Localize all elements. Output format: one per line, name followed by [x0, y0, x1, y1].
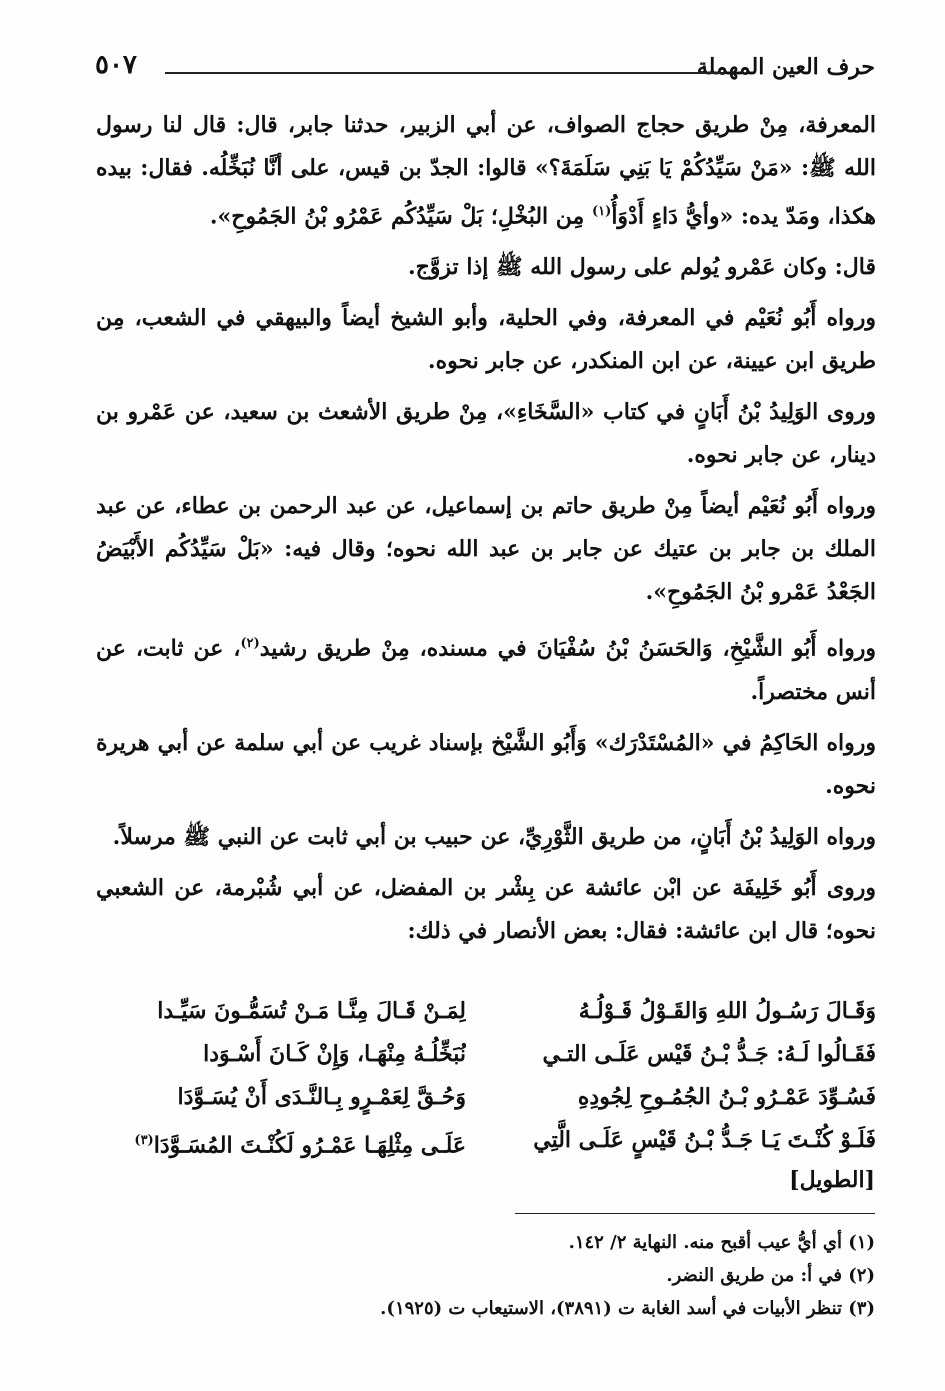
verse-first-hemistich: فَقَـالُوا لَـهُ: جَـدُّ بْـنُ قَيْس عَلَـى التـي — [542, 1041, 876, 1067]
verse-second-hemistich: نُبَخِّلُـهُ مِنْهَـا، وَإِنْ كَـانَ أَسْـوَدا — [203, 1041, 466, 1067]
verse-first-hemistich: وَقَـالَ رَسُـولُ اللهِ وَالقَـوْلُ قَـوْلُـهُ — [578, 998, 876, 1024]
main-text — [96, 104, 876, 961]
footnote-rule — [515, 1213, 875, 1214]
page-number: ٥٠٧ — [95, 50, 137, 80]
paragraph: وروى الوَلِيدُ بْنُ أَبَانٍ في كتاب «السَّخَاءِ»، مِنْ طريق الأشعث بن سعيد، عن عَمْرو بن دينار، عن جابر نحوه. — [96, 399, 876, 469]
paragraph: ورواه الوَلِيدُ بْنُ أَبَانٍ، من طريق الثَّوْرِيِّ، عن حبيب بن أبي ثابت عن النبي ﷺ مرسلاً. — [112, 823, 876, 850]
poem-meter: [الطويل] — [789, 1167, 875, 1193]
page-header — [95, 50, 875, 90]
footnote: (١) أي أيُّ عيب أقبح منه. النهاية ٢/ ١٤٢. — [568, 1232, 875, 1253]
footnote-mark: (٣) — [134, 1133, 154, 1148]
header-rule — [165, 72, 725, 74]
paragraph: ورواه أَبُو نُعَيْم أيضاً مِنْ طريق حاتم بن إسماعيل، عن عبد الرحمن بن عطاء، عن عبد الملك بن جابر بن عتيك عن جابر بن عبد الله نحوه؛ وقال فيه: «بَلْ سَيِّدُكُم الأَبْيَضُ الجَعْدُ عَمْرو بْنُ الجَمُوحِ». — [96, 493, 876, 606]
paragraph: وروى أَبُو خَلِيفَة عن ابْن عائشة عن بِشْر بن المفضل، عن أبي شُبْرمة، عن الشعبي نحوه؛ قال ابن عائشة: فقال: بعض الأنصار في ذلك: — [96, 874, 876, 944]
verse-second-hemistich: لِمَـنْ قَـالَ مِنَّـا مَـنْ تُسَمُّـونَ سَيِّـدا — [157, 998, 466, 1024]
footnote: (٣) تنظر الأبيات في أسد الغابة ت (٣٨٩١)، الاستيعاب ت (١٩٢٥). — [380, 1298, 875, 1319]
poem-verse — [96, 1076, 876, 1119]
verse-second-hemistich: وَحُـقَّ لِعَمْـرٍو بِـالنَّـدَى أَنْ يُسَـوَّدَا — [177, 1084, 466, 1110]
paragraph: ورواه أَبُو نُعَيْم في المعرفة، وفي الحلية، وأبو الشيخ أيضاً والبيهقي في الشعب، مِن طريق ابن عيينة، عن ابن المنكدر، عن جابر نحوه. — [96, 305, 876, 375]
footnote-mark: (٢) — [240, 636, 260, 652]
poem — [96, 990, 876, 1162]
poem-verse — [96, 1119, 876, 1162]
footnotes — [95, 1226, 875, 1325]
paragraph: المعرفة، مِنْ طريق حجاج الصواف، عن أبي الزبير، حدثنا جابر، قال: قال لنا رسول الله ﷺ: «مَنْ سَيِّدُكُمْ يَا بَنِي سَلَمَةَ؟» قالوا: الجدّ بن قيس، على أنَّا نُبَخِّلُه. فقال: بيده هكذا، ومَدّ يده: «وأيُّ دَاءٍ أَدْوَأُ$^{(١)}$ مِن البُخْلِ؛ بَلْ سَيِّدُكُم عَمْرُو بْنُ الجَمُوحِ». — [96, 112, 876, 230]
verse-first-hemistich: فَسُـوِّدَ عَمْـرُو بْـنُ الجُمُـوحِ لِجُودِهِ — [577, 1084, 876, 1110]
verse-second-hemistich: عَلَـى مِثْلِهَـا عَمْـرُو لَكُنْـتَ المُسَـوَّدَا$^{(٣)}$ — [134, 1132, 466, 1159]
footnote: (٢) في أ: من طريق النضر. — [666, 1265, 875, 1286]
running-title: حرف العين المهملة — [696, 54, 875, 80]
poem-verse — [96, 990, 876, 1033]
verse-first-hemistich: فَلَـوْ كُنْـتَ يَـا جَـدُّ بْـنُ قَيْسٍ عَلَـى الَّتِي — [533, 1127, 876, 1153]
footnote-mark: (١) — [592, 204, 612, 219]
paragraph: ورواه أَبُو الشَّيْخِ، وَالحَسَنُ بْنُ سُفْيَانَ في مسنده، مِنْ طريق رشيد$^{(٢)}$، عن ثابت، عن أنس مختصراً. — [96, 635, 876, 705]
paragraph: ورواه الحَاكِمُ في «المُسْتَدْرَك» وَأَبُو الشَّيْخ بإسناد غريب عن أبي سلمة عن أبي هريرة نحوه. — [96, 729, 876, 799]
paragraph: قال: وكان عَمْرو يُولم على رسول الله ﷺ إذا تزوَّج. — [407, 254, 876, 281]
poem-verse — [96, 1033, 876, 1076]
